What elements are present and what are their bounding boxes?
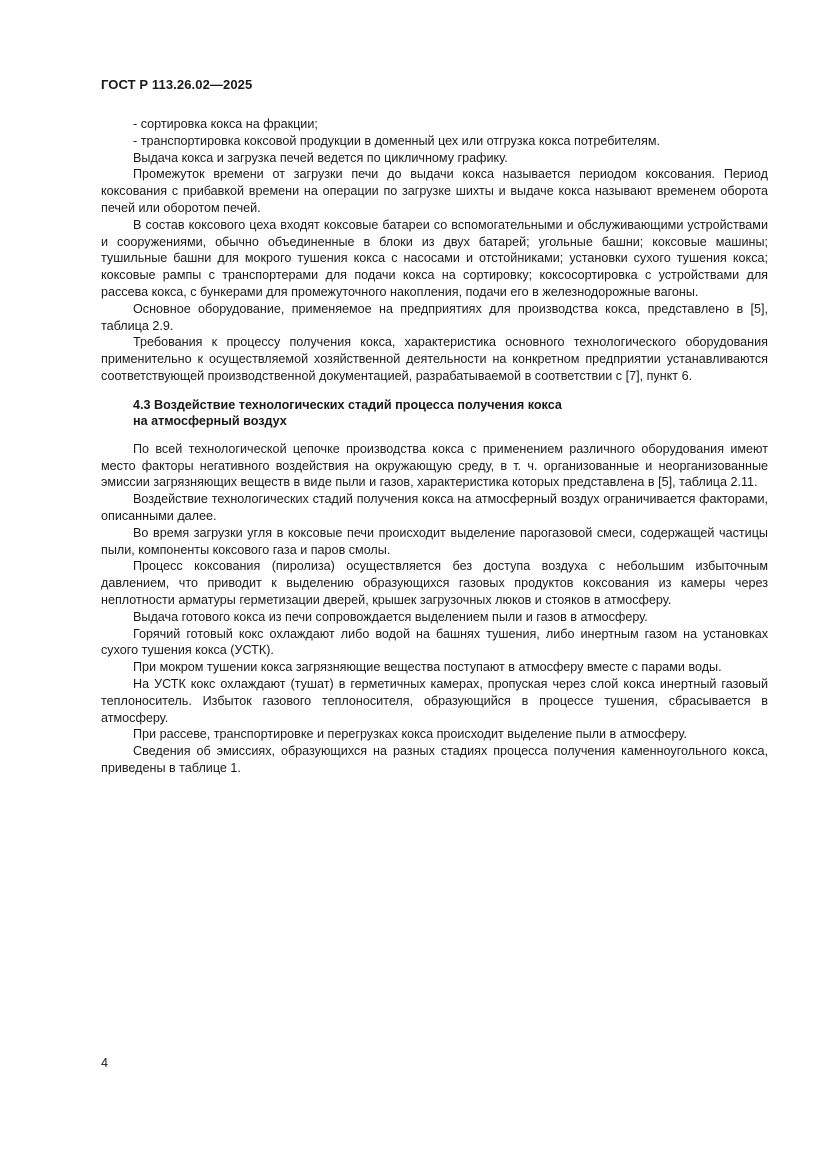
section-heading <box>133 397 768 429</box>
paragraph: На УСТК кокс охлаждают (тушат) в герметичных камерах, пропуская через слой кокса инертный газовый теплоноситель. Избыток газового теплоносителя, образующийся в процессе тушения, сбрасывается в атмосферу. <box>101 676 768 725</box>
paragraph: При рассеве, транспортировке и перегрузках кокса происходит выделение пыли в атмосферу. <box>133 727 687 742</box>
paragraph: При мокром тушении кокса загрязняющие вещества поступают в атмосферу вместе с парами воды. <box>133 660 722 675</box>
paragraph: Процесс коксования (пиролиза) осуществляется без доступа воздуха с небольшим избыточным давлением, что приводит к выделению образующихся газовых продуктов коксования из камеры через неплотности арматуры герметизации дверей, крышек загрузочных люков и стояков в атмосферу. <box>101 559 768 607</box>
page-number: 4 <box>101 1056 109 1070</box>
document-body <box>101 116 768 777</box>
paragraph: Основное оборудование, применяемое на предприятиях для производства кокса, представлено в [5], таблица 2.9. <box>101 301 768 333</box>
paragraph: Требования к процессу получения кокса, характеристика основного технологического оборудования применительно к осуществляемой хозяйственной деятельности на конкретном предприятии устанавливаются соответствующей производственной документацией, разрабатываемой в соответствии с [7], пункт 6. <box>101 335 768 383</box>
paragraph: По всей технологической цепочке производства кокса с применением различного оборудования имеют место факторы негативного воздействия на окружающую среду, в т. ч. организованные и неорганизованные эмиссии загрязняющих веществ в виде пыли и газов, характеристика которых представлена в [5], таблица 2.11. <box>101 441 768 490</box>
list-item: - транспортировка коксовой продукции в доменный цех или отгрузка кокса потребителям. <box>133 133 660 148</box>
paragraph: Выдача готового кокса из печи сопровождается выделением пыли и газов в атмосферу. <box>133 609 648 624</box>
document-code-header: ГОСТ Р 113.26.02—2025 <box>101 77 253 92</box>
paragraph: Горячий готовый кокс охлаждают либо водой на башнях тушения, либо инертным газом на установках сухого тушения кокса (УСТК). <box>101 626 768 658</box>
paragraph: Во время загрузки угля в коксовые печи происходит выделение парогазовой смеси, содержащей частицы пыли, компоненты коксового газа и паров смолы. <box>101 525 768 557</box>
paragraph: Промежуток времени от загрузки печи до выдачи кокса называется периодом коксования. Период коксования с прибавкой времени на операции по загрузке шихты и выдаче кокса называют временем оборота печей или оборотом печей. <box>101 167 768 215</box>
section-heading-line: 4.3 Воздействие технологических стадий процесса получения кокса <box>133 397 562 412</box>
list-item: - сортировка кокса на фракции; <box>133 117 318 131</box>
paragraph: Воздействие технологических стадий получения кокса на атмосферный воздух ограничивается факторами, описанными далее. <box>101 492 768 523</box>
paragraph: Выдача кокса и загрузка печей ведется по цикличному графику. <box>133 150 508 165</box>
paragraph: В состав коксового цеха входят коксовые батареи со вспомогательными и обслуживающими устройствами и сооружениями, обычно объединенные в блоки из двух батарей; угольные башни; коксовые машины; тушильные башни для мокрого тушения кокса с насосами и отстойниками; установки сухого тушения кокса; коксовые рампы с транспортерами для подачи кокса на сортировку; коксосортировка с устройствами для рассева кокса, с бункерами для промежуточного накопления, подачи его в железнодорожные вагоны. <box>101 217 768 299</box>
section-heading-line: на атмосферный воздух <box>133 413 287 428</box>
paragraph: Сведения об эмиссиях, образующихся на разных стадиях процесса получения каменноугольного кокса, приведены в таблице 1. <box>101 744 768 775</box>
